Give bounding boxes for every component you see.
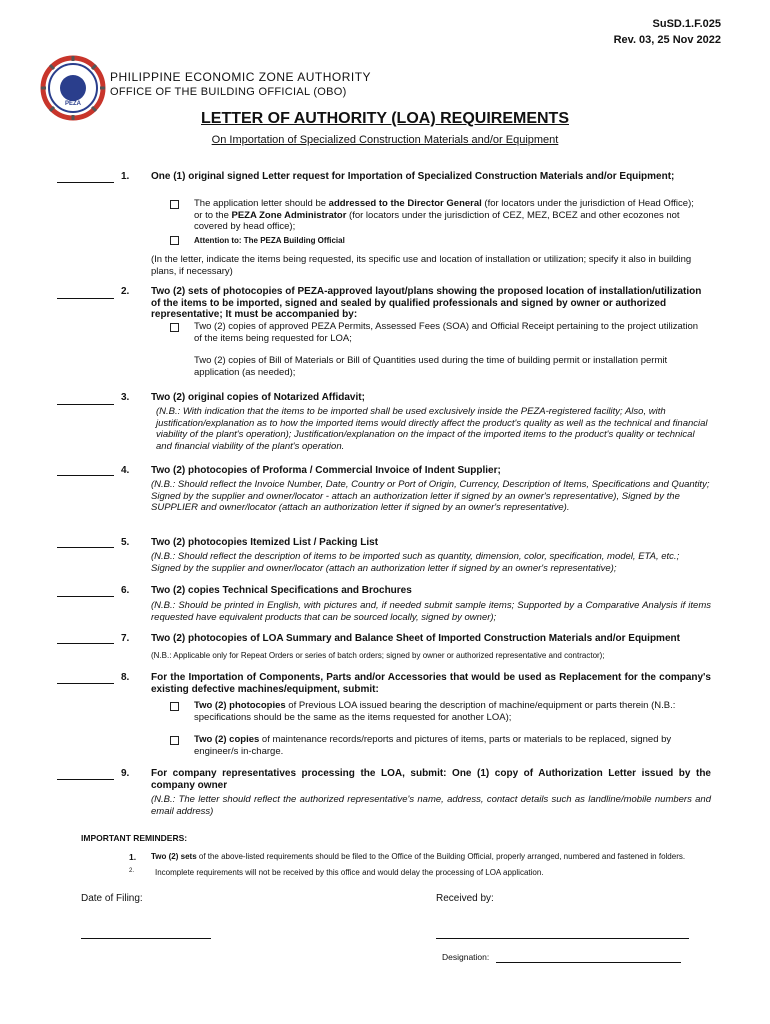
item-1-note: (In the letter, indicate the items being requested, its specific use and location of installation or utilization; specify it also in building plans, if necessary): [151, 254, 692, 277]
item-number: 5.: [121, 537, 130, 548]
logo-text: PEZA: [64, 101, 82, 107]
date-of-filing-line[interactable]: [81, 938, 211, 939]
checkline-1[interactable]: [57, 182, 114, 183]
designation-line[interactable]: [496, 962, 681, 963]
org-name: PHILIPPINE ECONOMIC ZONE AUTHORITY: [110, 70, 372, 84]
reminder-number: 2.: [129, 868, 135, 874]
item-8-text: For the Importation of Components, Parts and/or Accessories that would be used as Replacement for the company's existing defective machines/equipment, submit:: [151, 672, 711, 695]
date-of-filing-label: Date of Filing:: [81, 893, 143, 904]
checkline-5[interactable]: [57, 547, 114, 548]
checkline-9[interactable]: [57, 779, 114, 780]
item-number: 1.: [121, 171, 130, 182]
item-2-sub-2: Two (2) copies of Bill of Materials or Bill of Quantities used during the time of building permit or installation permit application (as needed);: [194, 355, 668, 378]
item-4-note: (N.B.: Should reflect the Invoice Number, Date, Country or Port of Origin, Currency, Description of Items, Specifications and Quantity; Signed by the supplier and owner/locator - attach an authorization letter if signed by an owner's representative), Signed by the SUPPLIER and owner/locator (attach an authorization letter if signed by an owner's representative).: [151, 479, 710, 513]
checkbox[interactable]: [170, 200, 179, 209]
item-1-sub-1: The application letter should be addressed to the Director General (for locators under the jurisdiction of Head Office); or to the PEZA Zone Administrator (for locators under the jurisdiction of CEZ, MEZ, BCEZ and other ecozones not covered by head office);: [194, 198, 694, 232]
checkbox[interactable]: [170, 702, 179, 711]
item-1-sub-2: Attention to: The PEZA Building Official: [194, 236, 345, 245]
reminder-number: 1.: [129, 852, 137, 862]
item-5-text: Two (2) photocopies Itemized List / Packing List: [151, 537, 379, 548]
item-8-sub-2: Two (2) copies of maintenance records/reports and pictures of items, parts or materials to be replaced, signed by engineer/s in-charge.: [194, 734, 672, 757]
checkline-2[interactable]: [57, 298, 114, 299]
item-number: 3.: [121, 392, 130, 403]
item-number: 6.: [121, 585, 130, 596]
document-code: SuSD.1.F.025: [652, 18, 721, 30]
revision-label: Rev. 03, 25 Nov 2022: [613, 34, 721, 46]
item-5-note: (N.B.: Should reflect the description of items to be imported such as quantity, dimension, color, specification, model, ETA, etc.; Signed by the supplier and owner/locator (attach an authorization letter if signed by an owner's representative);: [151, 551, 680, 574]
item-9-text: For company representatives processing the LOA, submit: One (1) copy of Authorization Letter issued by the company owner: [151, 768, 711, 791]
reminder-1: Two (2) sets of the above-listed requirements should be filed to the Office of the Building Official, properly arranged, numbered and fastened in folders.: [151, 852, 686, 861]
checkline-7[interactable]: [57, 643, 114, 644]
checkline-8[interactable]: [57, 683, 114, 684]
page-subtitle: On Importation of Specialized Construction Materials and/or Equipment: [211, 134, 559, 146]
item-4-text: Two (2) photocopies of Proforma / Commercial Invoice of Indent Supplier;: [151, 465, 501, 476]
checkbox[interactable]: [170, 236, 179, 245]
item-number: 2.: [121, 286, 130, 297]
checkline-6[interactable]: [57, 596, 114, 597]
item-6-text: Two (2) copies Technical Specifications and Brochures: [151, 585, 412, 596]
item-6-note: (N.B.: Should be printed in English, with pictures and, if needed submit sample items; Supported by a Comparative Analysis if items requested have equivalent products that can be sourced locally, signed by owner);: [151, 600, 711, 623]
item-7-note: (N.B.: Applicable only for Repeat Orders or series of batch orders; signed by owner or authorized representative and contractor);: [151, 651, 605, 660]
item-3-text: Two (2) original copies of Notarized Affidavit;: [151, 392, 365, 403]
item-7-text: Two (2) photocopies of LOA Summary and Balance Sheet of Imported Construction Materials and/or Equipment: [151, 633, 680, 644]
received-by-line[interactable]: [436, 938, 689, 939]
office-name: OFFICE OF THE BUILDING OFFICIAL (OBO): [110, 86, 347, 98]
item-1-text: One (1) original signed Letter request for Importation of Specialized Construction Materials and/or Equipment;: [151, 171, 675, 182]
reminder-2: Incomplete requirements will not be received by this office and would delay the processing of LOA application.: [155, 868, 544, 877]
page-title: LETTER OF AUTHORITY (LOA) REQUIREMENTS: [201, 110, 569, 127]
reminders-heading: IMPORTANT REMINDERS:: [81, 833, 188, 843]
checkline-3[interactable]: [57, 404, 114, 405]
received-by-label: Received by:: [436, 893, 494, 904]
item-3-note: (N.B.: With indication that the items to be imported shall be used exclusively inside the PEZA-registered facility; Also, with justification/explanation as to how the imported items would directly affect the product's quality as well as the technical and financial viability of the plant's operation); Justification/explanation on the impact of the imported items to the product's quality or technical and financial viability of the plant's operation.: [156, 406, 708, 452]
designation-label: Designation:: [442, 952, 490, 962]
checkline-4[interactable]: [57, 475, 114, 476]
item-2-text: Two (2) sets of photocopies of PEZA-approved layout/plans showing the proposed location of installation/utilization of the items to be imported, signed and sealed by qualified professionals and signed by owner or authorized representative; It must be accompanied by:: [151, 286, 702, 320]
item-8-sub-1: Two (2) photocopies of Previous LOA issued bearing the description of machine/equipment or parts therein (N.B.: specifications should be the same as the items requested for another LOA);: [194, 700, 676, 723]
checkbox[interactable]: [170, 736, 179, 745]
item-number: 7.: [121, 633, 130, 644]
checkbox[interactable]: [170, 323, 179, 332]
item-9-note: (N.B.: The letter should reflect the authorized representative's name, address, contact details such as landline/mobile numbers and email address): [151, 794, 711, 817]
item-number: 4.: [121, 465, 130, 476]
item-2-sub-1: Two (2) copies of approved PEZA Permits, Assessed Fees (SOA) and Official Receipt pertaining to the project utilization of the items being requested for LOA;: [194, 321, 699, 344]
item-number: 8.: [121, 672, 130, 683]
item-number: 9.: [121, 768, 130, 779]
